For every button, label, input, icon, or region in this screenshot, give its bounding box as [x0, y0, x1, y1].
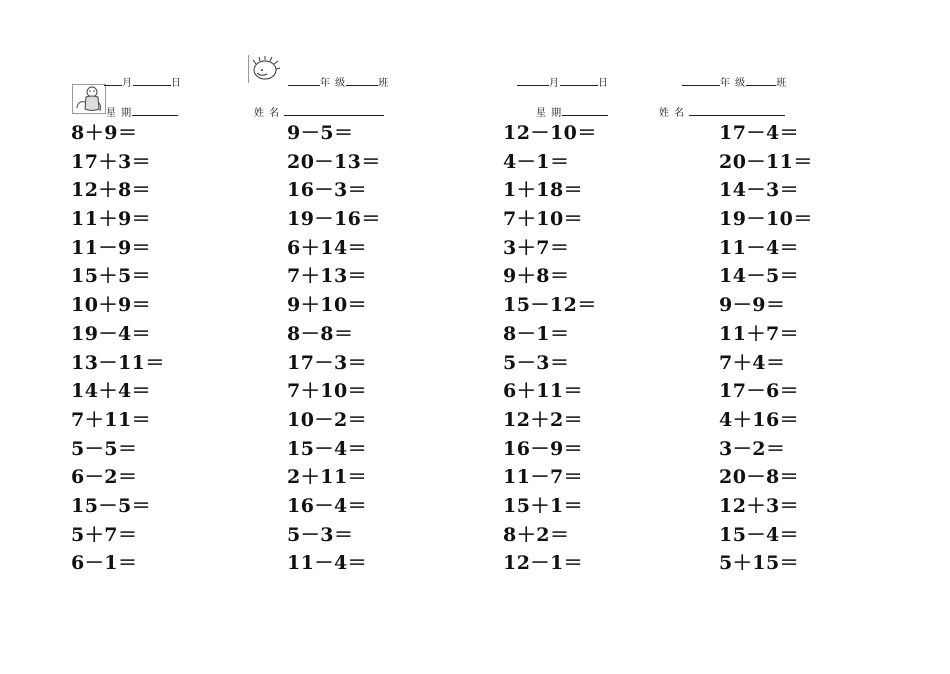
problem-item: 16－4＝ [287, 494, 368, 517]
month-blank[interactable] [104, 77, 122, 86]
problem-item: 15－5＝ [71, 494, 152, 517]
name-line-2 [659, 104, 785, 119]
problem-item: 20－8＝ [719, 466, 800, 489]
weekday-label: 星 期 [536, 108, 563, 119]
weekday-line-2 [536, 104, 608, 119]
problem-item: 10－2＝ [287, 408, 368, 431]
problem-item: 8＋2＝ [503, 523, 570, 546]
problem-item: 7＋11＝ [71, 408, 152, 431]
problem-item: 11－7＝ [503, 466, 584, 489]
problem-item: 1＋18＝ [503, 179, 584, 202]
grade-blank[interactable] [288, 77, 320, 86]
grade-class-line-2 [682, 74, 787, 89]
class-blank[interactable] [746, 77, 776, 86]
problem-item: 6＋14＝ [287, 236, 368, 259]
problem-item: 11－4＝ [287, 552, 368, 575]
problem-item: 7＋4＝ [719, 351, 786, 374]
problem-item: 6－1＝ [71, 552, 138, 575]
problem-column-2 [287, 119, 487, 578]
problem-item: 7＋10＝ [287, 380, 368, 403]
problem-item: 12＋8＝ [71, 179, 152, 202]
problem-column-4 [719, 119, 919, 578]
problem-item: 3＋7＝ [503, 236, 570, 259]
name-blank[interactable] [284, 107, 384, 116]
problem-item: 15－12＝ [503, 294, 597, 317]
problem-item: 9＋8＝ [503, 265, 570, 288]
month-day-line-1 [104, 74, 182, 89]
weekday-blank[interactable] [132, 107, 178, 116]
problem-item: 17＋3＝ [71, 150, 152, 173]
problem-item: 17－4＝ [719, 122, 800, 144]
day-blank[interactable] [133, 77, 171, 86]
problem-item: 15－4＝ [719, 523, 800, 546]
problem-item: 12－10＝ [503, 122, 597, 144]
grade-label: 年 级 [720, 78, 747, 89]
problem-column-1 [71, 119, 271, 578]
problem-item: 6－2＝ [71, 466, 138, 489]
problem-item: 8＋9＝ [71, 122, 138, 144]
problem-item: 12＋2＝ [503, 408, 584, 431]
day-blank[interactable] [560, 77, 598, 86]
weekday-line-1 [106, 104, 178, 119]
problem-item: 6＋11＝ [503, 380, 584, 403]
problem-item: 20－11＝ [719, 150, 813, 173]
problem-item: 12－1＝ [503, 552, 584, 575]
problem-item: 8－8＝ [287, 322, 354, 345]
problem-item: 17－3＝ [287, 351, 368, 374]
grade-label: 年 级 [320, 78, 347, 89]
problem-item: 7＋10＝ [503, 208, 584, 231]
problem-item: 13－11＝ [71, 351, 165, 374]
problem-item: 7＋13＝ [287, 265, 368, 288]
problem-item: 5－5＝ [71, 437, 138, 460]
name-label: 姓 名 [659, 108, 686, 119]
problem-item: 19－4＝ [71, 322, 152, 345]
day-label: 日 [171, 78, 182, 89]
problem-item: 15＋1＝ [503, 494, 584, 517]
monkey-icon [72, 84, 106, 114]
name-line-1 [254, 104, 384, 119]
problem-item: 5＋7＝ [71, 523, 138, 546]
month-label: 月 [122, 78, 133, 89]
month-blank[interactable] [517, 77, 549, 86]
problem-item: 9－5＝ [287, 122, 354, 144]
problem-item: 15－4＝ [287, 437, 368, 460]
problem-item: 5－3＝ [503, 351, 570, 374]
problem-item: 4＋16＝ [719, 408, 800, 431]
problem-item: 9＋10＝ [287, 294, 368, 317]
problem-item: 15＋5＝ [71, 265, 152, 288]
problem-item: 19－10＝ [719, 208, 813, 231]
problem-item: 16－9＝ [503, 437, 584, 460]
problem-item: 4－1＝ [503, 150, 570, 173]
class-blank[interactable] [346, 77, 378, 86]
problem-column-3 [503, 119, 703, 578]
weekday-label: 星 期 [106, 108, 133, 119]
day-label: 日 [598, 78, 609, 89]
problem-item: 14－3＝ [719, 179, 800, 202]
problem-item: 10＋9＝ [71, 294, 152, 317]
problem-item: 20－13＝ [287, 150, 381, 173]
problem-item: 14－5＝ [719, 265, 800, 288]
problem-item: 8－1＝ [503, 322, 570, 345]
problem-item: 11－4＝ [719, 236, 800, 259]
problem-item: 11＋7＝ [719, 322, 800, 345]
name-blank[interactable] [689, 107, 785, 116]
weekday-blank[interactable] [562, 107, 608, 116]
problem-item: 5－3＝ [287, 523, 354, 546]
problem-item: 9－9＝ [719, 294, 786, 317]
problem-item: 2＋11＝ [287, 466, 368, 489]
grade-class-line-1 [288, 74, 389, 89]
problem-item: 14＋4＝ [71, 380, 152, 403]
class-label: 班 [776, 78, 788, 89]
hedgehog-icon [248, 55, 280, 83]
problem-item: 11＋9＝ [71, 208, 152, 231]
month-label: 月 [549, 78, 560, 89]
name-label: 姓 名 [254, 108, 281, 119]
problem-item: 19－16＝ [287, 208, 381, 231]
problem-item: 16－3＝ [287, 179, 368, 202]
problem-item: 17－6＝ [719, 380, 800, 403]
problem-item: 3－2＝ [719, 437, 786, 460]
problem-item: 5＋15＝ [719, 552, 800, 575]
grade-blank[interactable] [682, 77, 720, 86]
problem-item: 12＋3＝ [719, 494, 800, 517]
month-day-line-2 [517, 74, 609, 89]
problem-item: 11－9＝ [71, 236, 152, 259]
class-label: 班 [378, 78, 390, 89]
